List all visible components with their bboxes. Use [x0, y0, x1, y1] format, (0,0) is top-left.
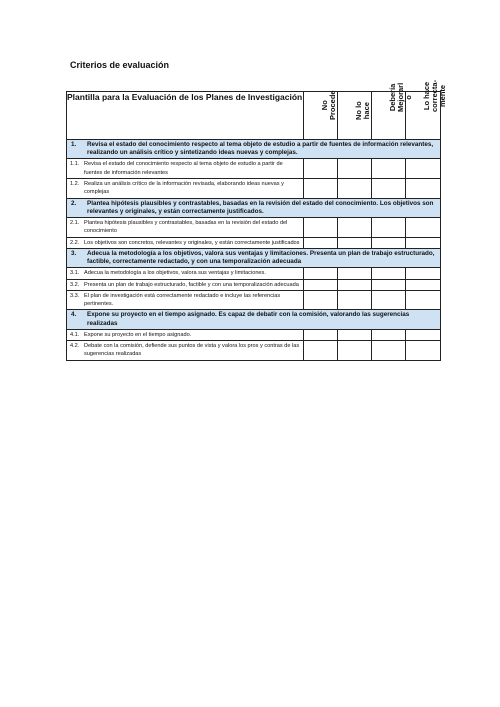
- table-title: Plantilla para la Evaluación de los Planes de Investigación: [67, 92, 304, 140]
- column-header-line: No: [319, 100, 329, 111]
- section-text: Adecua la metodología a los objetivos, valora sus ventajas y limitaciones. Presenta un plan de trabajo estructurado, factible, correctamente redactado, y con una temporalización adecuada: [87, 249, 435, 266]
- column-header-line: Debería: [387, 83, 397, 112]
- column-header-line: Lo hace: [422, 81, 431, 111]
- section-text: Plantea hipótesis plausibles y contrastables, basadas en la revisión del estado del conocimiento. Los objetivos son relevantes y originales, y están correctamente justificados.: [87, 199, 434, 215]
- rating-cell[interactable]: [406, 218, 441, 238]
- rating-cell[interactable]: [338, 290, 372, 310]
- section-text: Revisa el estado del conocimiento respecto al tema objeto de estudio a partir de fuentes de información relevantes, realizando un análisis crítico y sintetizando ideas nuevas y complejas.: [87, 141, 434, 157]
- criterion-cell: [67, 268, 304, 279]
- rating-cell[interactable]: [304, 290, 338, 310]
- rating-cell[interactable]: [406, 341, 441, 361]
- criterion-number: 2.2.: [70, 239, 80, 246]
- criterion-text: Realiza un análisis crítico de la información revisada, elaborando ideas nuevas y complejas: [84, 181, 284, 196]
- section-number: 3.: [71, 249, 77, 257]
- column-header-label: [423, 80, 447, 112]
- rating-cell[interactable]: [338, 341, 372, 361]
- rating-cell[interactable]: [304, 218, 338, 238]
- section-cell: [67, 198, 441, 217]
- column-header-line: correcta-: [430, 79, 439, 112]
- column-header: [372, 82, 413, 140]
- criterion-cell: [67, 218, 304, 238]
- criterion: [67, 218, 303, 237]
- rating-cell[interactable]: [406, 179, 441, 199]
- criterion-text: Plantea hipótesis plausibles y contrastables, basadas en la revisión del estado del conocimiento: [84, 220, 288, 235]
- section-row: [67, 310, 441, 329]
- column-header-line: Mejorarl: [395, 82, 405, 112]
- criterion-number: 3.3.: [70, 292, 80, 299]
- rating-cell[interactable]: [406, 268, 441, 279]
- criterion-row: [67, 329, 441, 340]
- criterion: [67, 268, 303, 278]
- column-header: [338, 92, 372, 140]
- section-cell: [67, 248, 441, 267]
- section-heading: [67, 310, 440, 328]
- criterion-text: Revisa el estado del conocimiento respecto al tema objeto de estudio a partir de fuentes de información relevantes: [84, 161, 283, 176]
- rating-cell[interactable]: [338, 279, 372, 290]
- criterion-number: 4.1.: [70, 331, 80, 338]
- rating-cell[interactable]: [372, 279, 406, 290]
- section-heading: [67, 249, 440, 267]
- column-header-line: Procede: [327, 90, 337, 120]
- criterion-row: [67, 159, 441, 179]
- criterion-number: 1.1.: [70, 161, 80, 168]
- section-heading: [67, 140, 440, 158]
- rating-cell[interactable]: [338, 237, 372, 248]
- column-header-line: No lo: [353, 101, 363, 120]
- rating-cell[interactable]: [372, 329, 406, 340]
- rating-cell[interactable]: [304, 159, 338, 179]
- criterion-row: [67, 237, 441, 248]
- evaluation-rubric-table: [66, 79, 447, 361]
- criterion-cell: [67, 290, 304, 310]
- rating-cell[interactable]: [406, 329, 441, 340]
- criterion-number: 3.1.: [70, 270, 80, 277]
- criterion: [67, 159, 303, 178]
- criterion-number: 1.2.: [70, 181, 80, 187]
- section-row: [67, 198, 441, 217]
- criterion-text: El plan de investigación está correctamente redactado e incluye las referencias pertinentes.: [84, 292, 281, 308]
- criterion: [67, 330, 303, 340]
- rating-cell[interactable]: [372, 179, 406, 199]
- criterion: [67, 238, 303, 248]
- criterion-text: Los objetivos son concretos, relevantes y originales, y están correctamente justificados: [84, 239, 300, 246]
- rating-cell[interactable]: [372, 218, 406, 238]
- criterion-text: Debate con la comisión, defiende sus puntos de vista y valora los pros y contras de las sugerencias realizadas: [84, 343, 300, 358]
- section-row: [67, 248, 441, 267]
- column-header-label: [321, 90, 337, 120]
- rating-cell[interactable]: [372, 237, 406, 248]
- rating-cell[interactable]: [372, 341, 406, 361]
- criterion-row: [67, 290, 441, 310]
- criterion-cell: [67, 237, 304, 248]
- criterion-cell: [67, 341, 304, 361]
- criterion-cell: [67, 279, 304, 290]
- criterion-text: Presenta un plan de trabajo estructurado, factible y con una temporalización adecuada: [84, 281, 299, 288]
- section-row: [67, 140, 441, 159]
- rating-cell[interactable]: [304, 237, 338, 248]
- criterion-row: [67, 179, 441, 199]
- criterion-row: [67, 279, 441, 290]
- section-cell: [67, 310, 441, 329]
- column-header: [304, 92, 338, 140]
- criterion-text: Adecua la metodología a los objetivos, valora sus ventajas y limitaciones.: [84, 270, 266, 277]
- rating-cell[interactable]: [372, 268, 406, 279]
- section-number: 4.: [71, 311, 77, 319]
- section-cell: [67, 140, 441, 159]
- criterion-row: [67, 268, 441, 279]
- criterion-number: 4.2.: [70, 343, 80, 350]
- criterion-number: 2.1.: [70, 220, 80, 226]
- rating-cell[interactable]: [304, 279, 338, 290]
- rating-cell[interactable]: [338, 268, 372, 279]
- rating-cell[interactable]: [304, 329, 338, 340]
- section-number: 2.: [71, 199, 77, 207]
- rating-cell[interactable]: [406, 237, 441, 248]
- document-title: Criterios de evaluación: [70, 60, 170, 70]
- section-text: Expone su proyecto en el tiempo asignado. Es capaz de debatir con la comisión, valorando las sugerencias realizadas: [87, 311, 410, 327]
- rating-cell[interactable]: [338, 218, 372, 238]
- rating-cell[interactable]: [372, 159, 406, 179]
- section-heading: [67, 199, 440, 217]
- rating-cell[interactable]: [338, 179, 372, 199]
- column-header-line: mente: [438, 84, 447, 107]
- criterion-cell: [67, 329, 304, 340]
- rating-cell[interactable]: [304, 179, 338, 199]
- criterion: [67, 291, 303, 310]
- rating-cell[interactable]: [372, 290, 406, 310]
- column-header: [406, 79, 447, 140]
- column-header-line: o: [403, 95, 413, 100]
- criterion-row: [67, 218, 441, 238]
- criterion-text: Expone su proyecto en el tiempo asignado.: [84, 331, 192, 338]
- rating-cell[interactable]: [406, 159, 441, 179]
- criterion-cell: [67, 159, 304, 179]
- criterion-number: 3.2.: [70, 281, 80, 288]
- rating-cell[interactable]: [338, 159, 372, 179]
- rating-cell[interactable]: [304, 341, 338, 361]
- criterion-cell: [67, 179, 304, 199]
- rating-cell[interactable]: [304, 268, 338, 279]
- rating-cell[interactable]: [406, 279, 441, 290]
- criterion: [67, 341, 303, 360]
- column-header-line: hace: [361, 102, 371, 120]
- criterion-row: [67, 341, 441, 361]
- rating-cell[interactable]: [338, 329, 372, 340]
- criterion: [67, 280, 303, 290]
- criterion: [67, 179, 303, 198]
- column-header-label: [355, 101, 371, 120]
- section-number: 1.: [71, 141, 77, 148]
- table-header-row: [67, 92, 441, 140]
- rating-cell[interactable]: [406, 290, 441, 310]
